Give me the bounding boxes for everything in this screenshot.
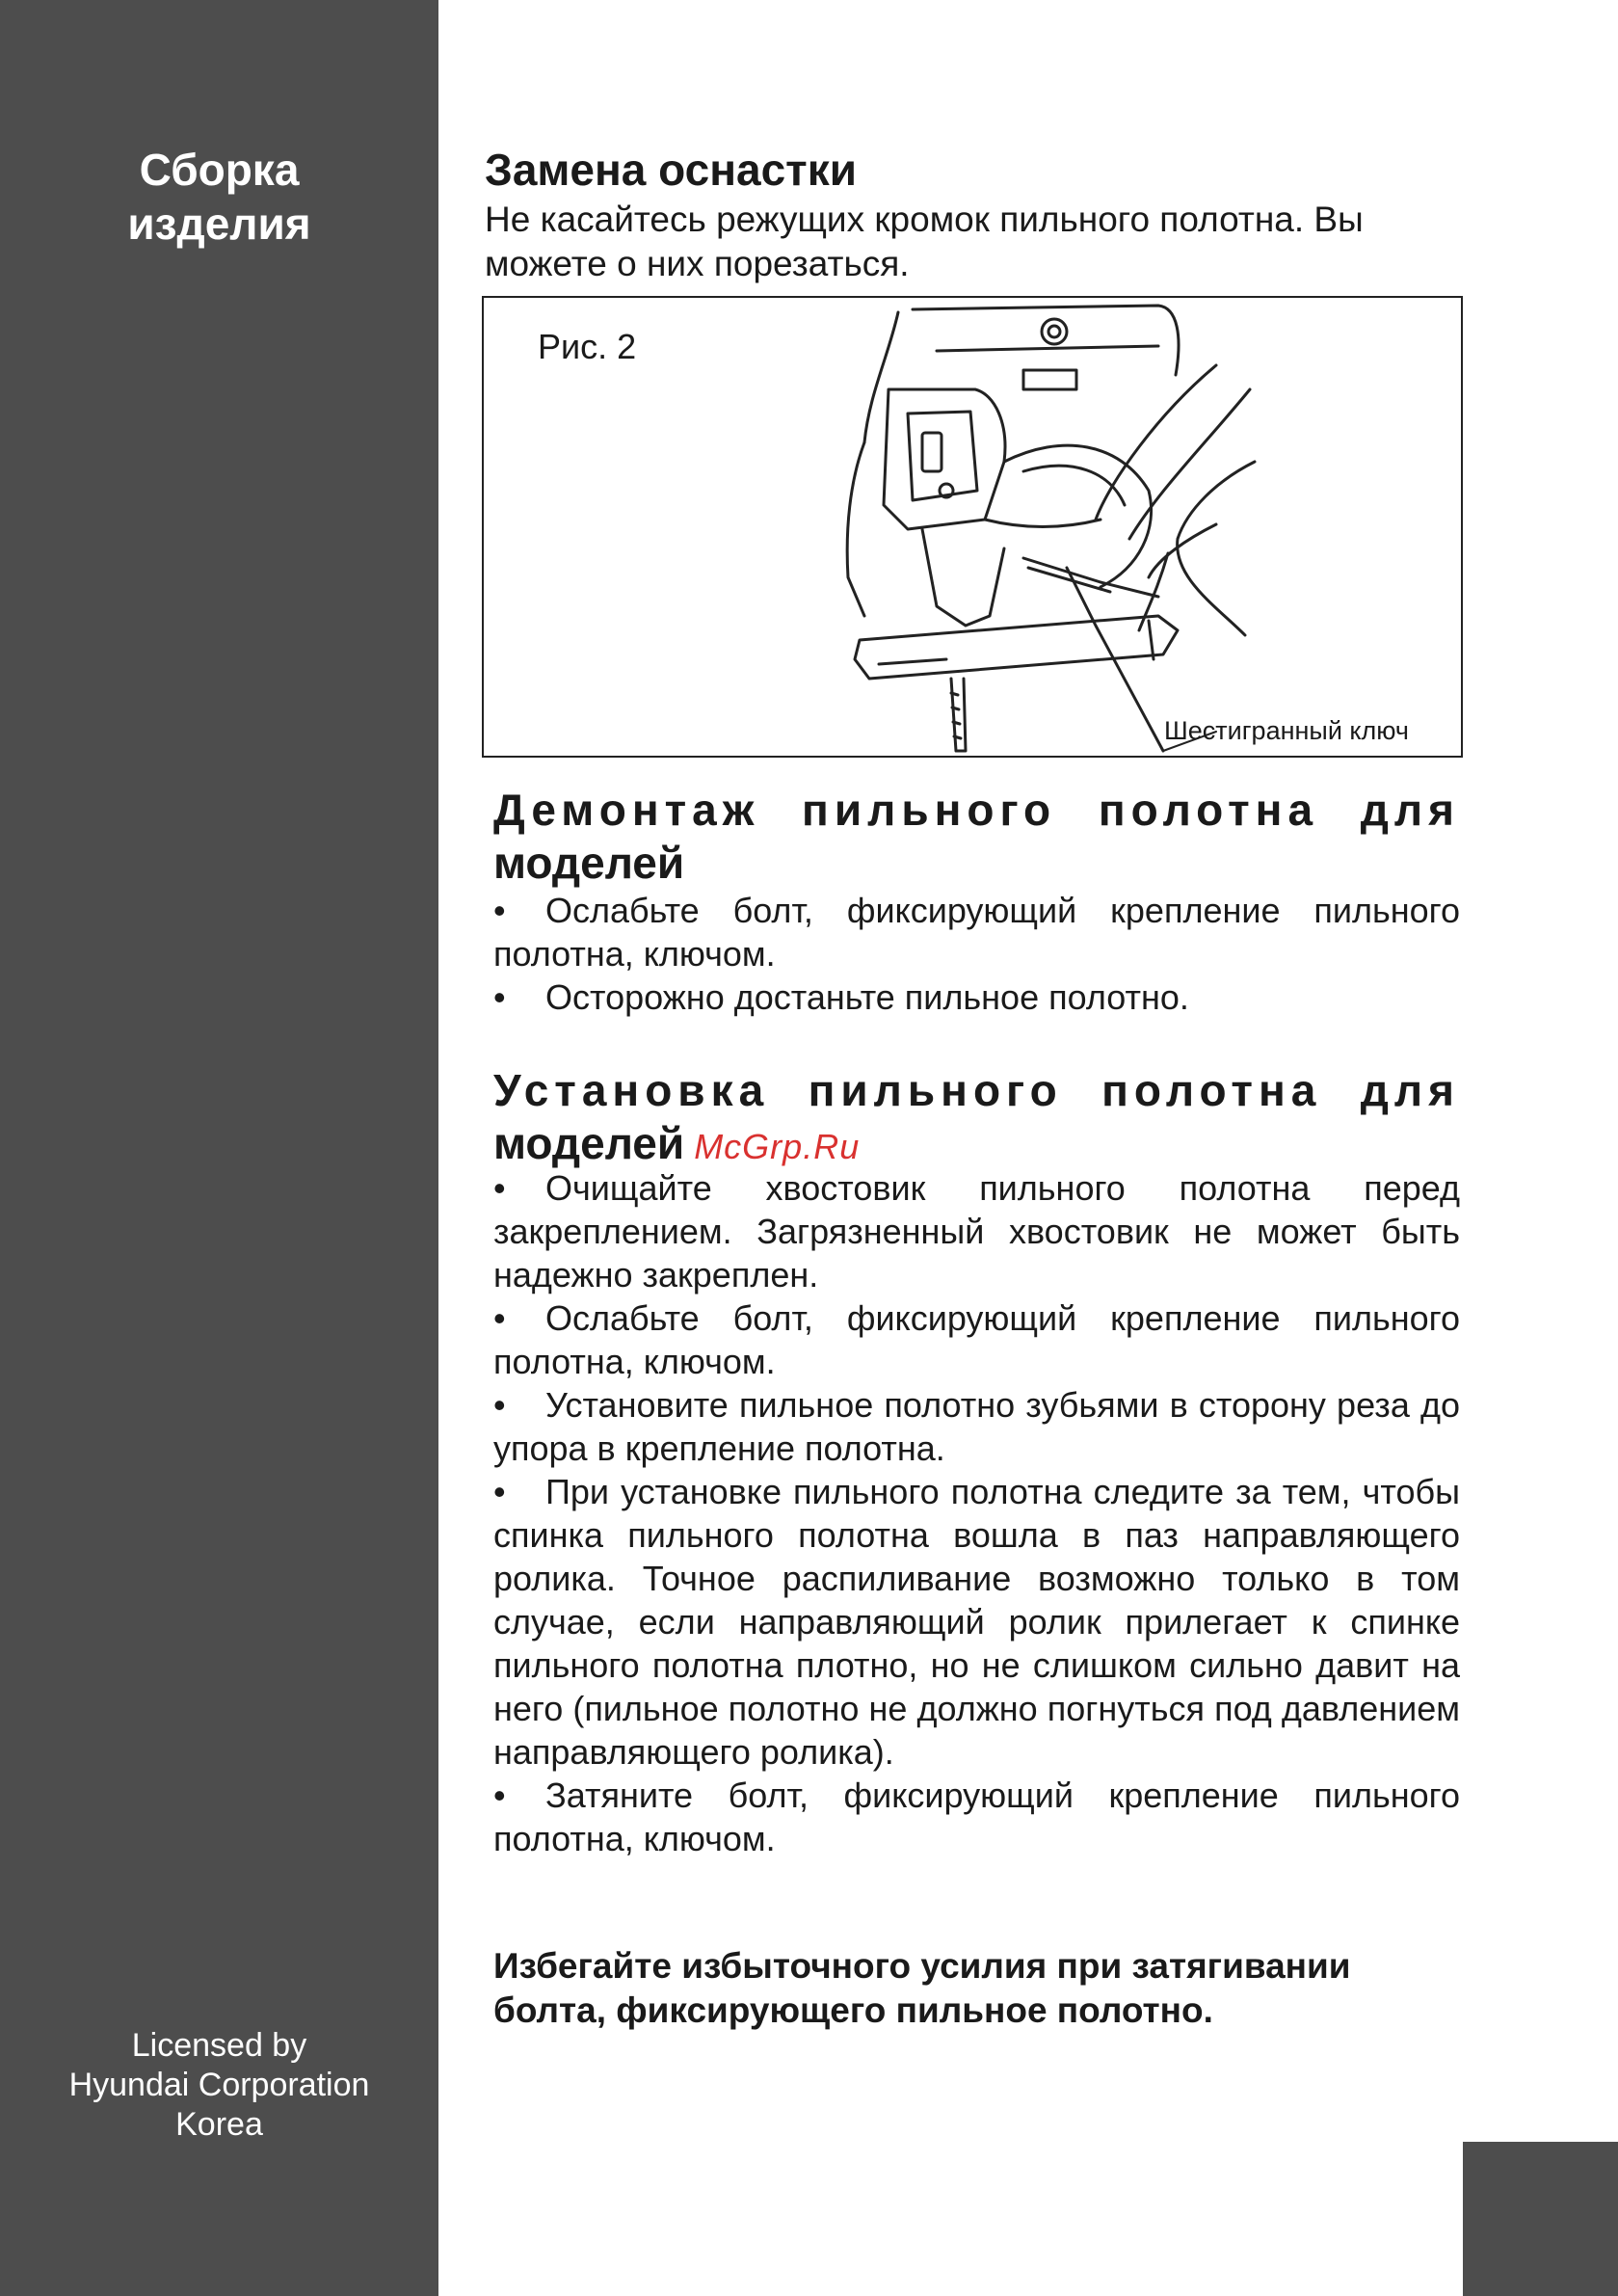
list-item-text: Очищайте хвостовик пильного полотна перед закреплением. Загрязненный хвостовик не может быть надежно закреплен. (493, 1168, 1460, 1295)
installation-heading-line2: моделей (493, 1118, 685, 1168)
list-item-text: Ослабьте болт, фиксирующий крепление пильного полотна, ключом. (493, 1298, 1460, 1381)
installation-heading-line1: Установка пильного полотна для (493, 1065, 1460, 1115)
list-item (493, 1470, 1460, 1774)
bullet-icon: • (493, 1472, 506, 1511)
removal-heading-line2: моделей (493, 838, 685, 888)
watermark-text: McGrp.Ru (694, 1127, 861, 1166)
figure-2 (482, 296, 1463, 758)
list-item (493, 1296, 1460, 1383)
section-heading-removal (493, 784, 1460, 890)
removal-steps (493, 889, 1460, 1019)
list-item (493, 975, 1460, 1019)
list-item-text: Установите пильное полотно зубьями в сторону реза до упора в крепление полотна. (493, 1385, 1460, 1468)
bullet-icon: • (493, 1775, 506, 1815)
corner-page-tab (1463, 2142, 1618, 2296)
figure-label: Рис. 2 (538, 327, 637, 366)
list-item (493, 889, 1460, 975)
removal-heading-line1: Демонтаж пильного полотна для (493, 785, 1460, 835)
list-item-text: При установке пильного полотна следите за тем, чтобы спинка пильного полотна вошла в паз направляющего ролика. Точное распиливание возможно только в том случае, если направляющий ролик прилегает к спинке пильного полотна плотно, но не слишком сильно давит на него (пильное полотно не должно погнуться под давлением направляющего ролика). (493, 1472, 1460, 1772)
list-item-text: Ослабьте болт, фиксирующий крепление пильного полотна, ключом. (493, 891, 1460, 974)
sidebar-title (0, 143, 438, 251)
intro-warning: Не касайтесь режущих кромок пильного полотна. Вы можете о них порезаться. (485, 200, 1364, 283)
list-item (493, 1383, 1460, 1470)
license-line2: Hyundai Corporation (68, 2067, 370, 2103)
installation-steps (493, 1166, 1460, 1860)
license-line1: Licensed by (131, 2027, 307, 2064)
bullet-icon: • (493, 1298, 506, 1338)
hex-key-callout: Шестигранный ключ (1164, 716, 1409, 745)
section-heading-replacement: Замена оснастки (485, 145, 858, 195)
bullet-icon: • (493, 891, 506, 930)
bullet-icon: • (493, 1385, 506, 1425)
sidebar-title-line1: Сборка (139, 145, 300, 195)
list-item-text: Затяните болт, фиксирующий крепление пильного полотна, ключом. (493, 1775, 1460, 1858)
bullet-icon: • (493, 977, 506, 1017)
section-heading-installation (493, 1064, 1460, 1173)
list-item (493, 1166, 1460, 1296)
sidebar-title-line2: изделия (127, 199, 311, 249)
list-item (493, 1774, 1460, 1860)
bullet-icon: • (493, 1168, 506, 1208)
sidebar (0, 0, 438, 2296)
list-item-text: Осторожно достаньте пильное полотно. (545, 977, 1189, 1017)
tightening-warning: Избегайте избыточного усилия при затягивании болта, фиксирующего пильное полотно. (493, 1946, 1351, 2030)
license-text (0, 2026, 438, 2145)
license-line3: Korea (175, 2106, 263, 2143)
